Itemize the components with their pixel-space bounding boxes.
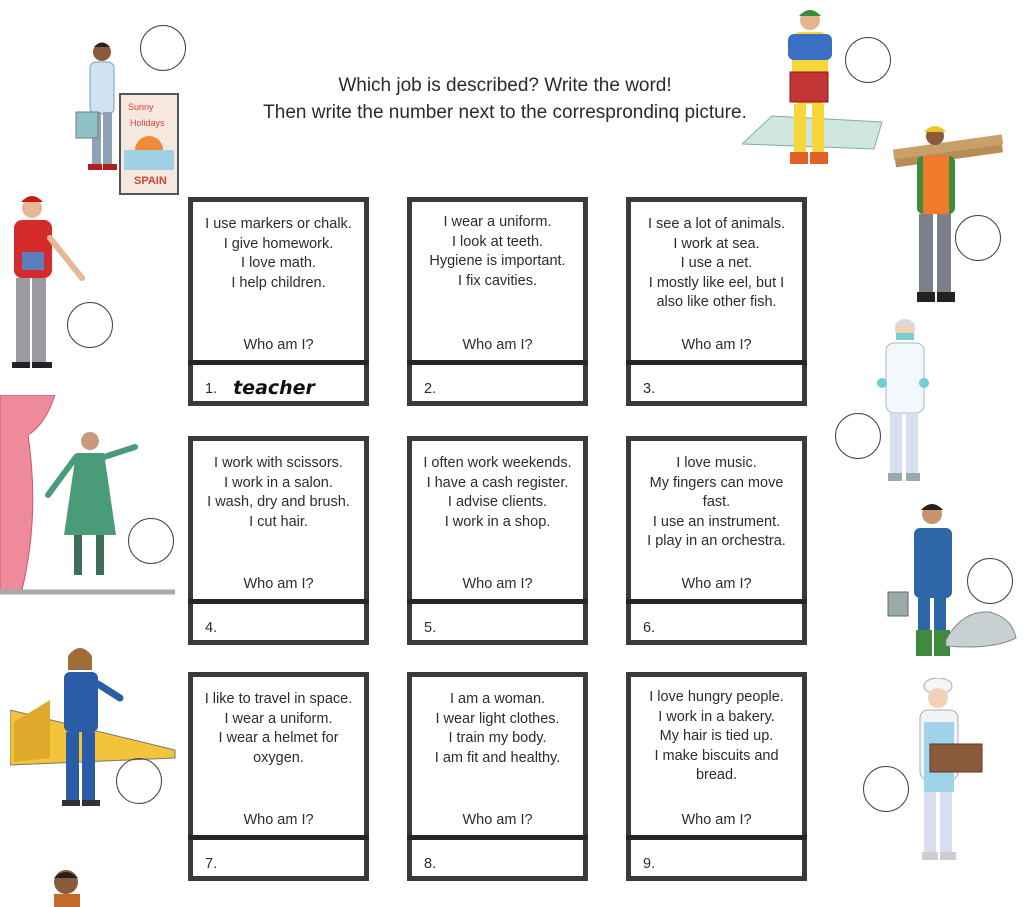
actor-illustration xyxy=(0,395,180,600)
clue-line: I give homework. xyxy=(223,235,334,252)
clue-line: I advise clients. xyxy=(447,494,548,511)
who-am-i-label: Who am I? xyxy=(462,576,533,592)
train-worker-illustration xyxy=(10,640,185,820)
clue-line: I wear a helmet for xyxy=(218,730,339,747)
card-number: 6. xyxy=(643,620,656,636)
poster-text-spain: SPAIN xyxy=(134,175,167,187)
clue-list xyxy=(416,690,579,768)
clue-line: I wear a uniform. xyxy=(443,214,552,230)
card-divider xyxy=(407,835,588,840)
clue-line: I love music. xyxy=(676,455,757,471)
answer-field[interactable] xyxy=(205,376,315,398)
clue-line: I work at sea. xyxy=(673,235,760,252)
clue-line: I work in a bakery. xyxy=(658,708,775,725)
clue-line: I help children. xyxy=(231,274,326,291)
clue-line: My hair is tied up. xyxy=(659,728,774,745)
clue-line: I make biscuits and xyxy=(654,747,779,764)
card-number: 7. xyxy=(205,856,218,872)
answer-circle-dentist[interactable] xyxy=(835,413,881,459)
answer-circle-train-worker[interactable] xyxy=(116,758,162,804)
card-divider xyxy=(626,360,807,365)
clue-card-2 xyxy=(407,197,588,406)
answer-field[interactable] xyxy=(643,615,671,637)
clue-line: I use an instrument. xyxy=(652,513,781,530)
clue-line: I am a woman. xyxy=(449,691,546,707)
who-am-i-label: Who am I? xyxy=(243,812,314,828)
clue-list xyxy=(635,688,798,786)
clue-line: I like to travel in space. xyxy=(204,691,353,707)
clue-list xyxy=(416,213,579,291)
instruction-line-1: Which job is described? Write the word! xyxy=(338,75,672,96)
clue-line: I mostly like eel, but I xyxy=(648,274,785,291)
clue-card-7 xyxy=(188,672,369,881)
clue-line: I use a net. xyxy=(680,255,753,272)
clue-line: I wear light clothes. xyxy=(435,710,560,727)
clue-line: I love math. xyxy=(241,255,316,272)
instruction-line-2: Then write the number next to the corresprondinq picture. xyxy=(263,102,747,123)
who-am-i-label: Who am I? xyxy=(243,576,314,592)
clue-line: I see a lot of animals. xyxy=(647,216,785,232)
card-number: 1. xyxy=(205,381,218,397)
clue-line: I have a cash register. xyxy=(426,474,569,491)
answer-circle-actor[interactable] xyxy=(128,518,174,564)
carpenter-illustration xyxy=(893,122,1008,312)
clue-list xyxy=(197,690,360,768)
clue-card-1 xyxy=(188,197,369,406)
instructions xyxy=(200,72,810,126)
clue-line: I fix cavities. xyxy=(458,272,537,289)
clue-line: I love hungry people. xyxy=(649,689,784,705)
answer-field[interactable] xyxy=(643,376,671,398)
card-number: 2. xyxy=(424,381,437,397)
card-divider xyxy=(407,599,588,604)
answer-circle-carpenter[interactable] xyxy=(955,215,1001,261)
clue-line: I use markers or chalk. xyxy=(205,216,352,232)
clue-line: I often work weekends. xyxy=(423,455,572,471)
answer-circle-cashier[interactable] xyxy=(67,302,113,348)
clue-line: I wash, dry and brush. xyxy=(207,494,350,511)
card-number: 3. xyxy=(643,381,656,397)
clue-line: I work in a shop. xyxy=(444,513,551,530)
answer-circle-baker[interactable] xyxy=(863,766,909,812)
dentist-illustration xyxy=(868,315,943,485)
clue-line: bread. xyxy=(695,767,738,784)
clue-line: I train my body. xyxy=(448,730,547,747)
clue-line: I cut hair. xyxy=(249,513,308,530)
clue-list xyxy=(635,215,798,313)
clue-list xyxy=(197,454,360,532)
clue-line: I work with scissors. xyxy=(214,455,343,471)
clue-list xyxy=(416,454,579,532)
card-divider xyxy=(188,360,369,365)
card-number: 5. xyxy=(424,620,437,636)
who-am-i-label: Who am I? xyxy=(462,337,533,353)
clue-line: also like other fish. xyxy=(656,294,777,311)
answer-field[interactable] xyxy=(643,851,671,873)
clue-card-9 xyxy=(626,672,807,881)
answer-field[interactable] xyxy=(424,615,452,637)
fisherman-illustration xyxy=(742,4,887,166)
clue-card-3 xyxy=(626,197,807,406)
card-number: 4. xyxy=(205,620,218,636)
card-divider xyxy=(626,835,807,840)
who-am-i-label: Who am I? xyxy=(243,337,314,353)
poster-text-sunny: Sunny xyxy=(128,102,154,112)
answer-circle-zookeeper[interactable] xyxy=(967,558,1013,604)
clue-list xyxy=(635,454,798,552)
card-number: 9. xyxy=(643,856,656,872)
partial-figure-illustration xyxy=(44,866,90,907)
card-divider xyxy=(188,835,369,840)
who-am-i-label: Who am I? xyxy=(681,812,752,828)
clue-list xyxy=(197,215,360,293)
card-divider xyxy=(626,599,807,604)
clue-line: I am fit and healthy. xyxy=(434,749,561,766)
answer-field[interactable] xyxy=(424,851,452,873)
clue-line: I look at teeth. xyxy=(451,233,544,250)
clue-card-4 xyxy=(188,436,369,645)
clue-line: oxygen. xyxy=(253,749,304,766)
card-divider xyxy=(407,360,588,365)
answer-circle-travel-agent[interactable] xyxy=(140,25,186,71)
who-am-i-label: Who am I? xyxy=(681,576,752,592)
clue-line: My fingers can move xyxy=(649,474,784,491)
answer-field[interactable] xyxy=(205,851,233,873)
clue-line: fast. xyxy=(702,494,731,511)
cashier-illustration xyxy=(0,190,95,375)
clue-line: I work in a salon. xyxy=(224,474,333,491)
clue-line: I wear a uniform. xyxy=(224,710,333,727)
clue-card-8 xyxy=(407,672,588,881)
answer-field[interactable] xyxy=(205,615,233,637)
card-number: 8. xyxy=(424,856,437,872)
clue-line: Hygiene is important. xyxy=(429,253,566,270)
clue-card-5 xyxy=(407,436,588,645)
clue-line: I play in an orchestra. xyxy=(647,533,786,550)
who-am-i-label: Who am I? xyxy=(462,812,533,828)
poster-text-holidays: Holidays xyxy=(130,118,165,128)
baker-illustration xyxy=(912,678,987,863)
answer-circle-fisherman[interactable] xyxy=(845,37,891,83)
card-divider xyxy=(188,599,369,604)
answer-field[interactable] xyxy=(424,376,452,398)
answer-text[interactable]: teacher xyxy=(233,377,315,399)
who-am-i-label: Who am I? xyxy=(681,337,752,353)
clue-card-6 xyxy=(626,436,807,645)
